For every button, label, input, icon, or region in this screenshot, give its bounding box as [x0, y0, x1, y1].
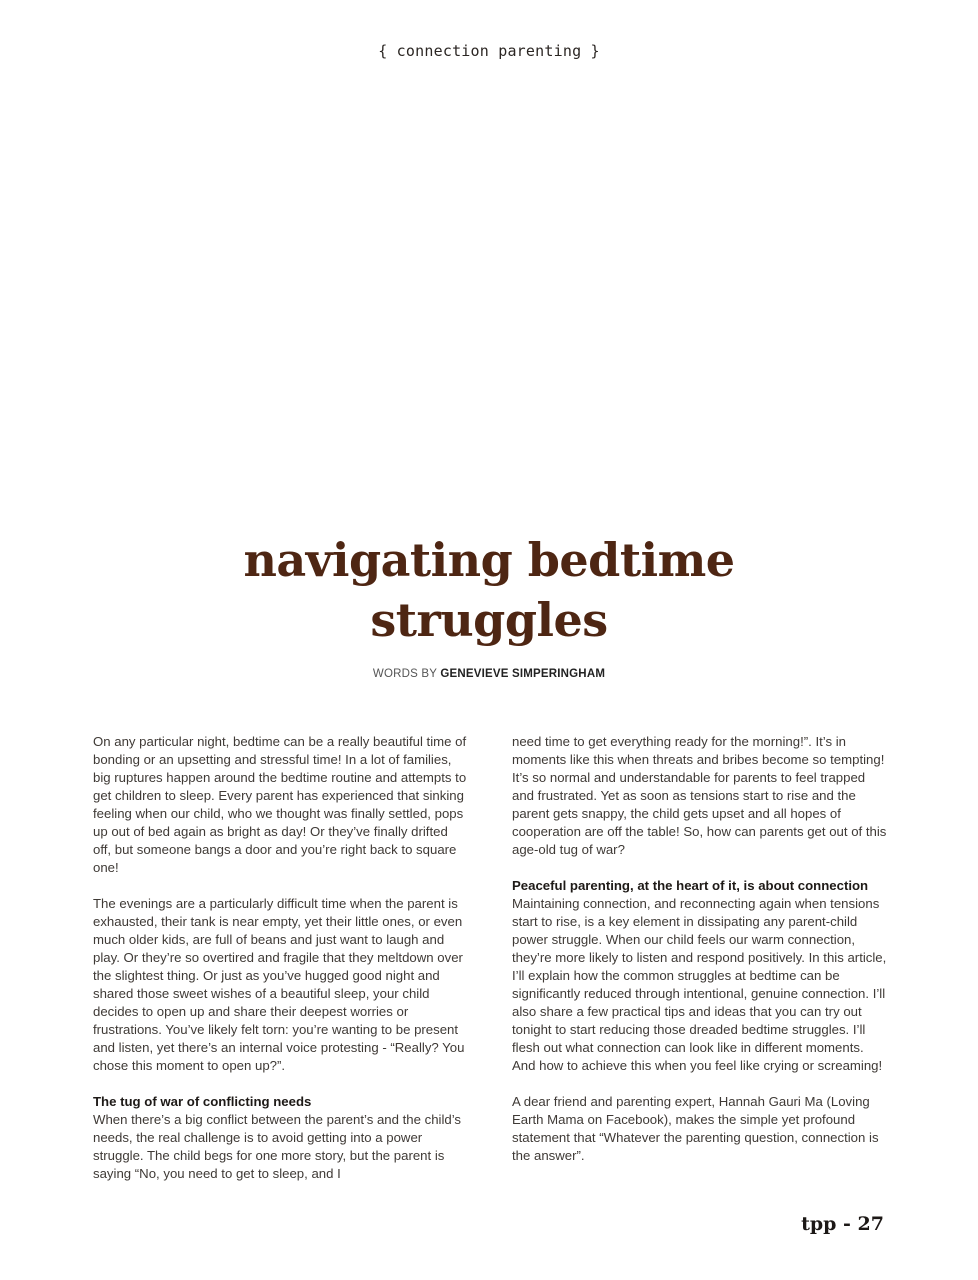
left-section: [93, 1093, 468, 1183]
right-paragraph-1: need time to get everything ready for the morning!”. It’s in moments like this when threats and bribes become so tempting! It’s so normal and understandable for parents to feel trapped and frustrated. Yet as soon as tensions start to rise and the parent gets snappy, the child gets upset and all hopes of cooperation are off the table! So, how can parents get out of this age-old tug of war?: [512, 734, 887, 857]
left-column: [93, 733, 468, 1183]
right-paragraph-2: Maintaining connection, and reconnecting again when tensions start to rise, is a key element in dissipating any parent-child power struggle. When our child feels our warm connection, they’re more likely to listen and respond positively. In this article, I’ll explain how the common struggles at bedtime can be significantly reduced through intentional, genuine connection. I’ll also share a few practical tips and ideas that you can try out tonight to start reducing those dreaded bedtime struggles. I’ll flesh out what connection can look like in different moments. And how to achieve this when you feel like crying or screaming!: [512, 896, 887, 1073]
left-subheading: The tug of war of conflicting needs: [93, 1094, 312, 1109]
right-column: [512, 733, 887, 1165]
title-line-2: struggles: [370, 593, 608, 647]
section-tag: { connection parenting }: [378, 42, 600, 60]
left-paragraph-2: The evenings are a particularly difficult time when the parent is exhausted, their tank is near empty, yet their little ones, or even much older kids, are full of beans and just want to laugh and play. Or they’re so overtired and fragile that they meltdown over the slightest thing. Or just as you’ve hugged good night and shared those sweet wishes of a beautiful sleep, your child decides to open up and share their deepest worries or frustrations. You’ve likely felt torn: you’re wanting to be present and listen, yet there’s an internal voice protesting - “Really? You chose this moment to open up?”.: [93, 896, 465, 1073]
byline-prefix: WORDS BY: [372, 668, 437, 680]
page-number: tpp - 27: [801, 1213, 884, 1235]
byline-author: GENEVIEVE SIMPERINGHAM: [440, 668, 606, 680]
byline: [0, 668, 978, 680]
right-subheading: Peaceful parenting, at the heart of it, is about connection: [512, 878, 869, 893]
left-paragraph-3: When there’s a big conflict between the parent’s and the child’s needs, the real challenge is to avoid getting into a power struggle. The child begs for one more story, but the parent is saying “No, you need to get to sleep, and I: [93, 1112, 462, 1181]
left-paragraph-1: On any particular night, bedtime can be a really beautiful time of bonding or an upsetting and stressful time! In a lot of families, big ruptures happen around the bedtime routine and attempts to get children to sleep. Every parent has experienced that sinking feeling when our child, who we thought was finally settled, pops up out of bed again as bright as day! Or they’ve finally drifted off, but someone bangs a door and you’re right back to square one!: [93, 734, 467, 875]
article-title: [0, 530, 978, 650]
right-paragraph-3: A dear friend and parenting expert, Hannah Gauri Ma (Loving Earth Mama on Facebook), makes the simple yet profound statement that “Whatever the parenting question, connection is the answer”.: [512, 1094, 879, 1163]
right-section: [512, 877, 887, 1075]
title-line-1: navigating bedtime: [243, 533, 735, 587]
